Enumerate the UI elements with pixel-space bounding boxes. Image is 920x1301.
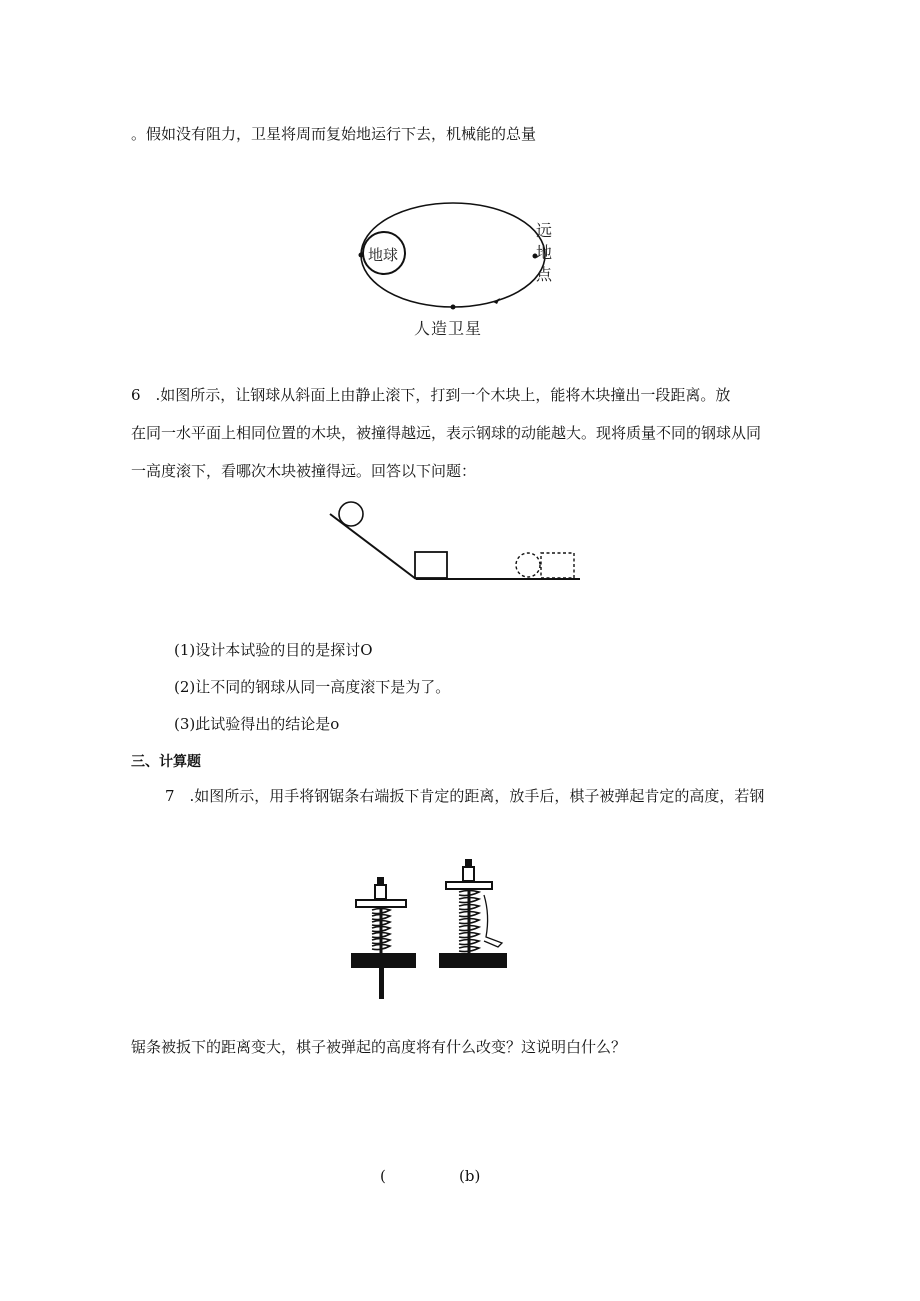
earth-label: 地球 (368, 246, 399, 264)
question-6-line-1: 6 .如图所示，让钢球从斜面上由静止滚下，打到一个木块上，能将木块撞出一段距离。放 (131, 386, 731, 404)
sub-question-3: (3)此试验得出的结论是o (174, 715, 340, 733)
orbit-figure (356, 198, 556, 338)
question-7-line-1: 7 .如图所示，用手将钢锯条右端扳下肯定的距离，放手后，棋子被弹起肯定的高度，若钢 (165, 787, 765, 805)
paragraph-text: 。假如没有阻力，卫星将周而复始地运行下去，机械能的总量 (131, 125, 537, 143)
sub-question-1: (1)设计本试验的目的是探讨O (174, 641, 373, 659)
apogee-label: 远 地 点 (535, 221, 552, 284)
question-6-line-3: 一高度滚下，看哪次木块被撞得远。回答以下问题： (131, 462, 477, 480)
section-heading: 三、计算题 (131, 754, 201, 770)
question-7-line-2: 锯条被扳下的距离变大，棋子被弹起的高度将有什么改变？这说明白什么？ (131, 1038, 627, 1056)
sub-question-2: (2)让不同的钢球从同一高度滚下是为了。 (174, 678, 451, 696)
caption-a: ( (380, 1167, 386, 1185)
caption-b: (b) (459, 1167, 481, 1185)
incline-figure (328, 498, 583, 588)
satellite-label: 人造卫星 (414, 319, 483, 338)
spring-figure (348, 855, 512, 1000)
question-6-line-2: 在同一水平面上相同位置的木块，被撞得越远，表示钢球的动能越大。现将质量不同的钢球从同 (131, 424, 762, 442)
